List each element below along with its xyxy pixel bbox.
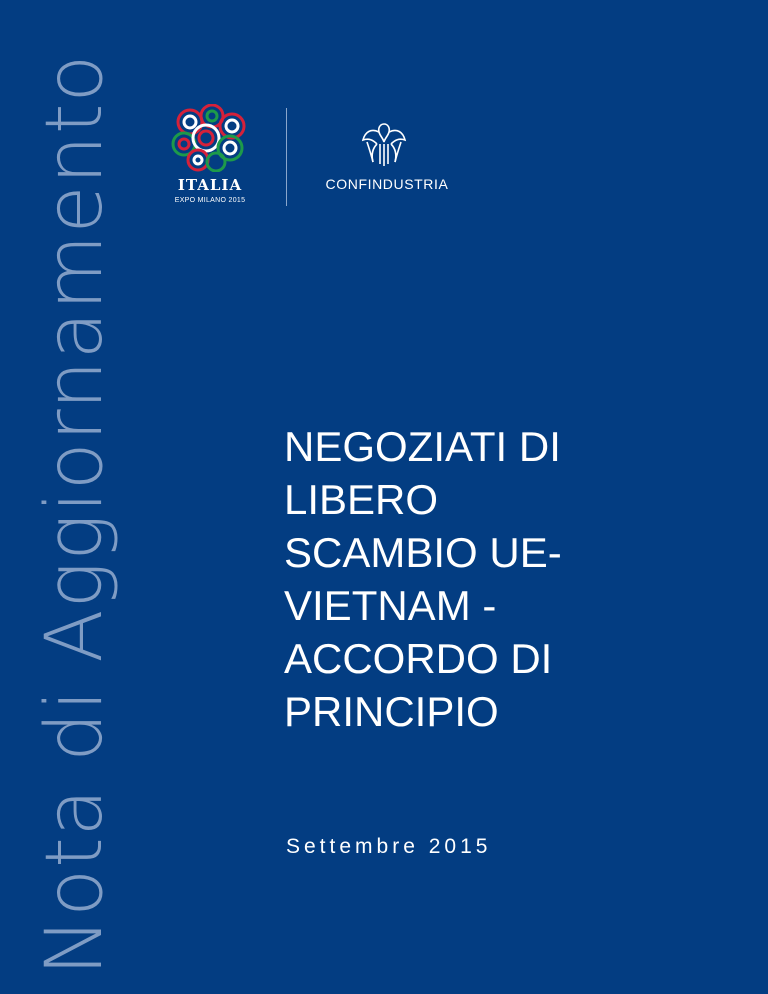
document-title: [284, 420, 704, 738]
title-line: SCAMBIO UE-: [284, 529, 562, 576]
publication-date: Settembre 2015: [286, 835, 492, 858]
confindustria-label: CONFINDUSTRIA: [325, 176, 449, 192]
expo-italia-label: ITALIA: [177, 176, 243, 194]
expo-subtitle: EXPO MILANO 2015: [174, 197, 246, 204]
title-line: PRINCIPIO: [284, 688, 499, 735]
title-line: NEGOZIATI DI: [284, 423, 561, 470]
side-title: Nota di Aggiornamento: [30, 53, 120, 976]
title-line: LIBERO: [284, 476, 439, 523]
title-line: ACCORDO DI: [284, 635, 553, 682]
confindustria-eagle-icon: [359, 120, 409, 168]
logo-divider: [286, 108, 287, 206]
confindustria-logo: [312, 120, 462, 200]
expo-flower-icon: [168, 104, 252, 172]
expo-logo: [160, 104, 260, 214]
title-line: VIETNAM -: [284, 582, 497, 629]
